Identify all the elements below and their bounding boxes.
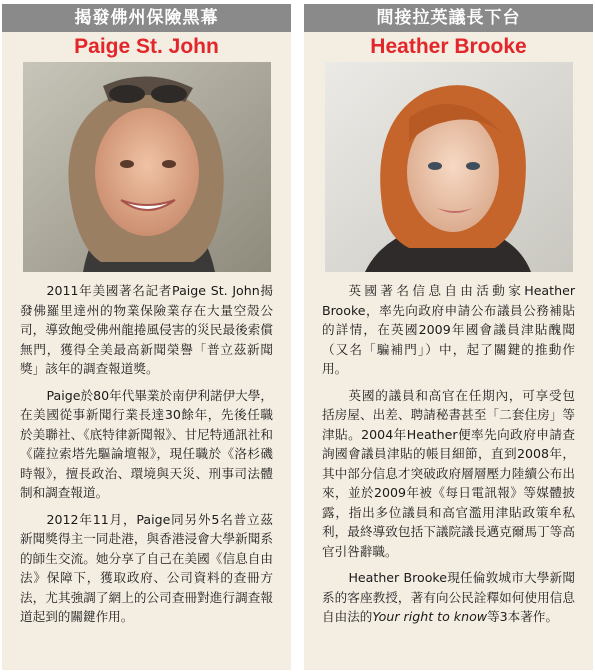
portrait-photo-paige (23, 62, 271, 272)
paragraph: 2011年美國著名記者Paige St. John揭發佛羅里達州的物業保險業存在大量空殼公司，導致飽受佛州龍捲風侵害的災民最後索償無門，獲得全美最高新聞榮譽「普立茲新聞獎」該年的調查報道獎。 (20, 283, 273, 376)
paragraph: Paige於80年代畢業於南伊利諾伊大學，在美國從事新聞行業長達30餘年，先後任職於美聯社、《底特律新聞報》、甘尼特通訊社和《薩拉索塔先驅論壇報》，現任職於《洛杉磯時報》，擅長政治、環境與天災、刑事司法體制和調查報道。 (20, 387, 273, 500)
portrait-photo-heather (325, 62, 573, 272)
paragraph (322, 568, 575, 627)
person-name: Heather Brooke (370, 35, 527, 58)
person-name: Paige St. John (74, 35, 219, 58)
profile-column-heather (304, 4, 593, 670)
paragraph-text: 等3本著作。 (487, 609, 559, 624)
paragraph: 2012年11月，Paige同另外5名普立茲新聞獎得主一同赴港，與香港浸會大學新聞系的師生交流。她分享了自己在美國《信息自由法》保障下，獲取政府、公司資料的查冊方法，尤其強調了網上的公司查冊對進行調查報道起到的關鍵作用。 (20, 511, 273, 624)
article-body-heather (304, 272, 593, 627)
article-body-paige (2, 272, 291, 627)
paragraph: 英國著名信息自由活動家Heather Brooke，率先向政府申請公布議員公務補貼的詳情，在英國2009年國會議員津貼醜聞（又名「騙補門」）中，起了關鍵的推動作用。 (322, 283, 575, 376)
book-title: Your right to know (372, 609, 488, 624)
paragraph-text: Heather Brooke現任倫敦城市大學新聞系的客座教授，著有向公民詮釋如何使用信息自由法的 (322, 570, 575, 624)
paragraph: 英國的議員和高官在任期內，可享受包括房屋、出差、聘請秘書甚至「二套住房」等津貼。2004年Heather便率先向政府申請查詢國會議員津貼的帳目細節，直到2008年，其中部分信息才突破政府層層壓力陸續公布出來，並於2009年被《每日電訊報》等媒體披露，指出多位議員和高官濫用津貼政策牟私利，最終導致包括下議院議長邁克爾馬丁等高官引咎辭職。 (322, 387, 575, 559)
profile-column-paige (2, 4, 291, 670)
headline-banner: 間接拉英議長下台 (304, 4, 593, 32)
headline-banner: 揭發佛州保險黑幕 (2, 4, 291, 32)
